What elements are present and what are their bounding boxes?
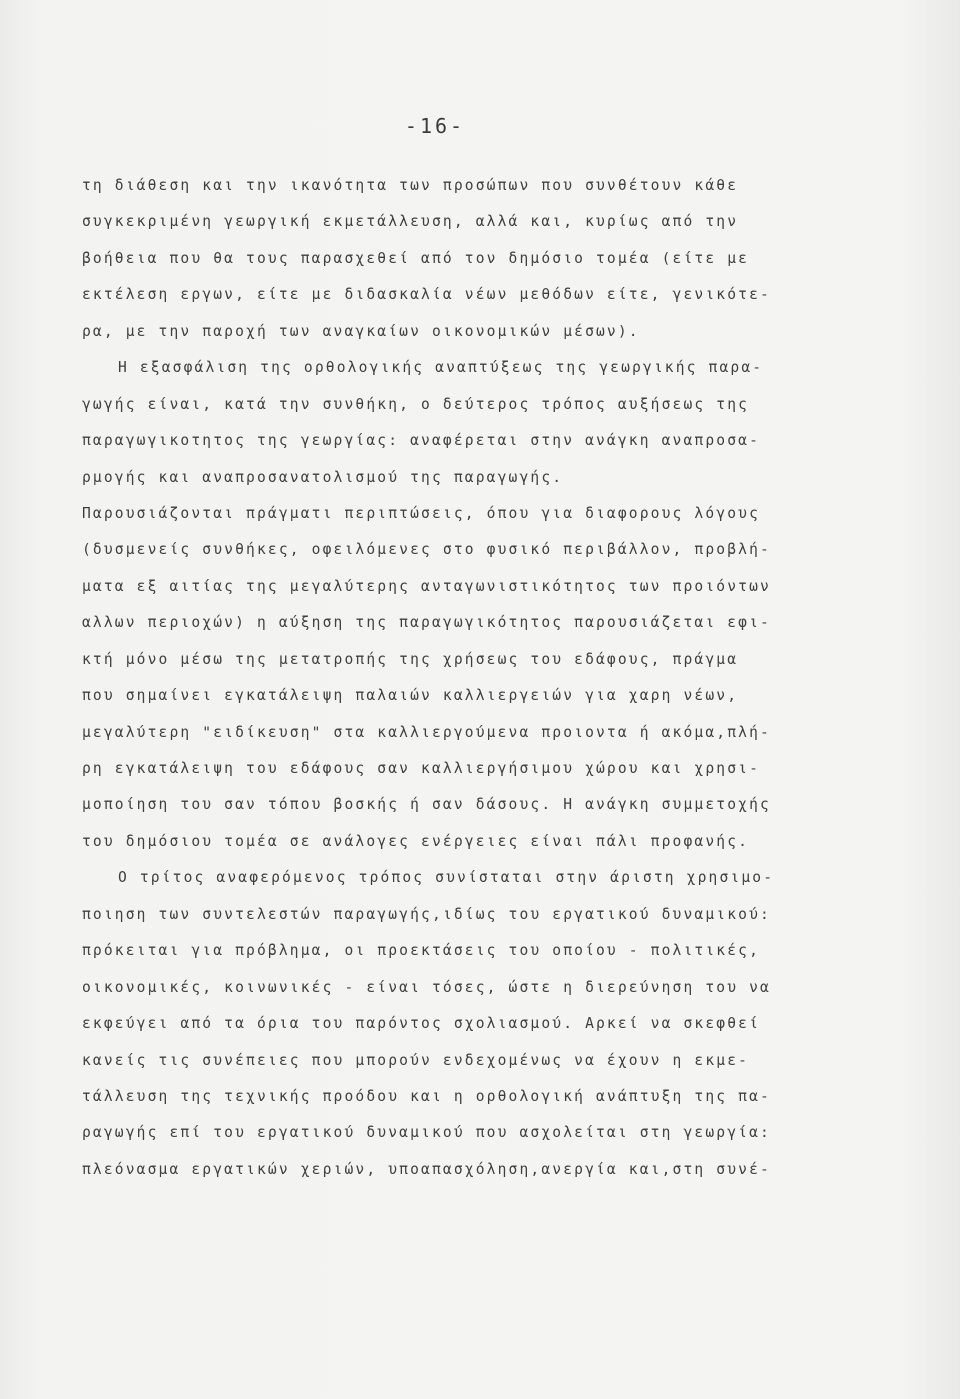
body-text bbox=[82, 168, 852, 1188]
text-line: κτή μόνο μέσω της μετατροπής της χρήσεως του εδάφους, πράγμα bbox=[82, 650, 739, 668]
text-line: γωγής είναι, κατά την συνθήκη, ο δεύτερος τρόπος αυξήσεως της bbox=[82, 395, 750, 413]
text-line: οικονομικές, κοινωνικές - είναι τόσες, ώστε η διερεύνηση του να bbox=[82, 978, 771, 996]
text-line: ρα, με την παροχή των αναγκαίων οικονομικών μέσων). bbox=[82, 322, 640, 340]
text-line: πρόκειται για πρόβλημα, οι προεκτάσεις του οποίου - πολιτικές, bbox=[82, 942, 761, 960]
text-line: εκτέλεση εργων, είτε με διδασκαλία νέων μεθόδων είτε, γενικότε- bbox=[82, 286, 771, 304]
text-line: μοποίηση του σαν τόπου βοσκής ή σαν δάσους. Η ανάγκη συμμετοχής bbox=[82, 796, 771, 814]
text-line: βοήθεια που θα τους παρασχεθεί από τον δημόσιο τομέα (είτε με bbox=[82, 249, 750, 267]
text-line: Ο τρίτος αναφερόμενος τρόπος συνίσταται στην άριστη χρησιμο- bbox=[118, 869, 775, 887]
text-line: που σημαίνει εγκατάλειψη παλαιών καλλιεργειών για χαρη νέων, bbox=[82, 687, 739, 705]
text-line: ραγωγής επί του εργατικού δυναμικού που ασχολείται στη γεωργία: bbox=[82, 1124, 771, 1142]
text-line: (δυσμενείς συνθήκες, οφειλόμενες στο φυσικό περιβάλλον, προβλή- bbox=[82, 541, 771, 559]
text-line: ματα εξ αιτίας της μεγαλύτερης ανταγωνιστικότητος των προιόντων bbox=[82, 577, 771, 595]
text-line: τη διάθεση και την ικανότητα των προσώπων που συνθέτουν κάθε bbox=[82, 177, 739, 194]
text-line: εκφεύγει από τα όρια του παρόντος σχολιασμού. Αρκεί να σκεφθεί bbox=[82, 1015, 761, 1033]
text-line: κανείς τις συνέπειες που μπορούν ενδεχομένως να έχουν η εκμε- bbox=[82, 1051, 750, 1069]
text-line: ρη εγκατάλειψη του εδάφους σαν καλλιεργήσιμου χώρου και χρησι- bbox=[82, 760, 761, 777]
page-number: -16- bbox=[404, 114, 466, 138]
text-line: ποιηση των συντελεστών παραγωγής,ιδίως του εργατικού δυναμικού: bbox=[82, 905, 771, 923]
text-line: μεγαλύτερη "ειδίκευση" στα καλλιεργούμενα προιοντα ή ακόμα,πλή- bbox=[82, 723, 771, 741]
text-line: του δημόσιου τομέα σε ανάλογες ενέργειες είναι πάλι προφανής. bbox=[82, 832, 750, 850]
text-line: συγκεκριμένη γεωργική εκμετάλλευση, αλλά και, κυρίως από την bbox=[82, 213, 739, 231]
text-line: παραγωγικοτητος της γεωργίας: αναφέρεται στην ανάγκη αναπροσα- bbox=[82, 432, 761, 450]
text-line: ρμογής και αναπροσανατολισμού της παραγωγής. bbox=[82, 468, 564, 486]
text-line: τάλλευση της τεχνικής προόδου και η ορθολογική ανάπτυξη της πα- bbox=[82, 1087, 771, 1105]
text-line: αλλων περιοχών) η αύξηση της παραγωγικότητος παρουσιάζεται εφι- bbox=[82, 614, 771, 632]
text-line: Παρουσιάζονται πράγματι περιπτώσεις, όπου για διαφορους λόγους bbox=[82, 504, 761, 522]
text-line: Η εξασφάλιση της ορθολογικής αναπτύξεως της γεωργικής παρα- bbox=[118, 359, 764, 377]
text-line: πλεόνασμα εργατικών χεριών, υποαπασχόληση,ανεργία και,στη συνέ- bbox=[82, 1160, 771, 1178]
